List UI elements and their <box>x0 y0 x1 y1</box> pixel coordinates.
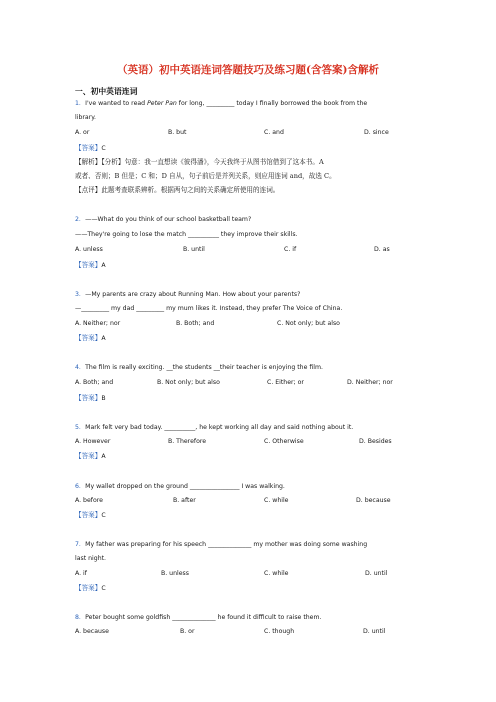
option-d: D. Besides <box>359 438 392 445</box>
question-3: 3．—My parents are crazy about Running Man. How about your parents? <box>75 291 301 298</box>
answer-1: 【答案】C <box>75 144 106 152</box>
question-number: 3． <box>75 291 86 298</box>
option-c: C. Otherwise <box>264 438 304 445</box>
document-title: （英语）初中英语连词答题技巧及练习题(含答案)含解析 <box>117 64 379 76</box>
answer-5: 【答案】A <box>75 452 106 460</box>
option-d: D. until <box>363 628 386 635</box>
option-c: C. and <box>264 129 284 136</box>
option-b: B. Therefore <box>168 438 207 445</box>
question-4-options <box>75 379 435 387</box>
question-7: 7．My father was preparing for his speech ______________ my mother was doing some washing <box>75 541 368 548</box>
question-4: 4．The film is really exciting. __the students __their teacher is enjoying the film. <box>75 364 323 371</box>
question-8: 8．Peter bought some goldfish ______________ he found it difficult to raise them. <box>75 614 322 621</box>
option-a: A. or <box>75 129 90 136</box>
option-a: A. However <box>75 438 111 445</box>
question-number: 8． <box>75 614 86 621</box>
analysis-1-continued: 或者、否则；B 但是；C 和；D 自从，句子前后是并列关系，则应用连词 and，故选 C。 <box>75 172 336 180</box>
answer-6: 【答案】C <box>75 511 106 519</box>
comment-1: 【点评】此题考查联系辨析。根据两句之间的关系确定所使用的连词。 <box>75 186 280 194</box>
question-5: 5．Mark felt very bad today. __________, he kept working all day and said nothing about it. <box>75 424 354 431</box>
question-number: 4． <box>75 364 86 371</box>
question-number: 6． <box>75 483 86 490</box>
answer-7: 【答案】C <box>75 584 106 592</box>
option-b: B. Both; and <box>176 320 215 327</box>
question-number: 2． <box>75 216 86 223</box>
option-c: C. if <box>284 246 297 253</box>
question-1: 1．I've wanted to read Peter Pan for long, _________ today I finally borrowed the book from the <box>75 100 368 107</box>
answer-2: 【答案】A <box>75 261 106 269</box>
option-b: B. after <box>173 497 196 504</box>
option-b: B. Not only; but also <box>157 379 220 386</box>
option-d: D. until <box>365 570 388 577</box>
question-2-options <box>75 246 435 254</box>
question-2: 2．——What do you think of our school basketball team? <box>75 216 252 223</box>
option-c: C. while <box>264 497 289 504</box>
option-a: A. Neither; nor <box>75 320 121 327</box>
question-1-options <box>75 129 435 137</box>
question-number: 5． <box>75 424 86 431</box>
question-3-line-2: —_________ my dad _________ my mum likes it. Instead, they prefer The Voice of China. <box>75 305 343 312</box>
answer-4: 【答案】B <box>75 394 106 402</box>
question-number: 1． <box>75 100 86 107</box>
option-a: A. because <box>75 628 109 635</box>
analysis-1: 【解析】【分析】句意：我一直想读《彼得潘》，今天我终于从图书馆借到了这本书。A <box>75 158 324 166</box>
option-d: D. as <box>374 246 390 253</box>
question-1-continued: library. <box>75 114 96 121</box>
answer-3: 【答案】A <box>75 334 106 342</box>
section-heading: 一、初中英语连词 <box>75 87 138 96</box>
question-3-options <box>75 320 435 328</box>
question-6: 6．My wallet dropped on the ground ________________ I was walking. <box>75 483 285 490</box>
option-b: B. but <box>168 129 187 136</box>
option-d: D. because <box>356 497 391 504</box>
option-c: C. while <box>264 570 289 577</box>
question-8-options <box>75 628 435 636</box>
option-c: C. Not only; but also <box>277 320 340 327</box>
option-a: A. if <box>75 570 87 577</box>
question-2-line-2: ——They're going to lose the match __________ they improve their skills. <box>75 231 298 238</box>
option-b: B. unless <box>161 570 189 577</box>
question-7-options <box>75 570 435 578</box>
option-b: B. until <box>183 246 205 253</box>
question-7-line-2: last night. <box>75 555 107 562</box>
question-6-options <box>75 497 435 505</box>
option-b: B. or <box>180 628 195 635</box>
option-c: C. Either; or <box>267 379 304 386</box>
option-a: A. Both; and <box>75 379 114 386</box>
question-5-options <box>75 438 435 446</box>
option-d: D. since <box>364 129 389 136</box>
option-a: A. unless <box>75 246 103 253</box>
question-number: 7． <box>75 541 86 548</box>
option-d: D. Neither; nor <box>347 379 393 386</box>
option-a: A. before <box>75 497 103 504</box>
option-c: C. though <box>264 628 295 635</box>
